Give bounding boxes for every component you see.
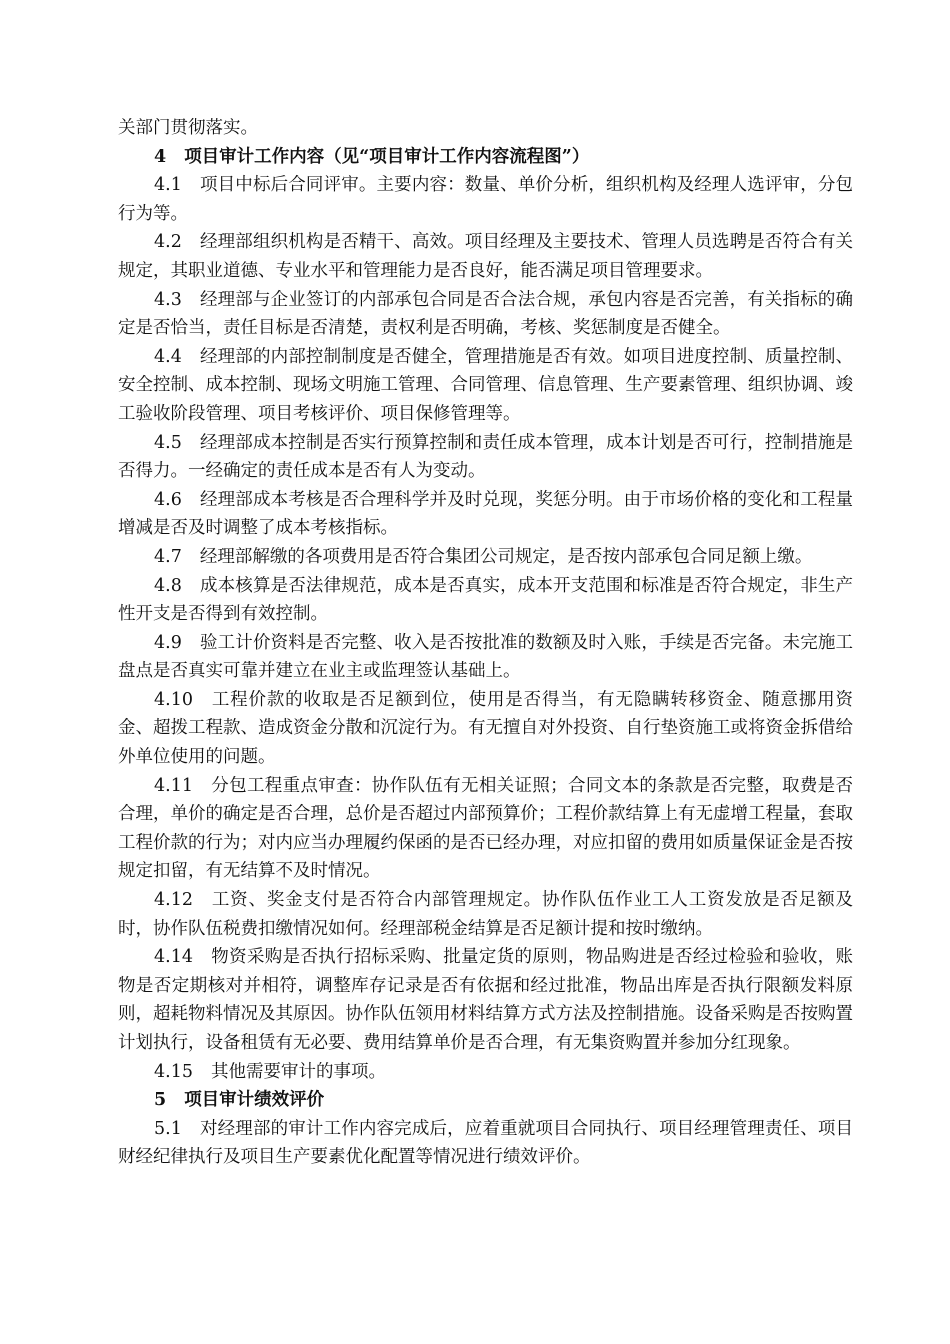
item-number: 5.1 [154,1118,182,1139]
item-number: 4.6 [154,489,182,510]
item-4-12 [118,886,853,943]
item-number: 4.8 [154,575,182,596]
section-title: 项目审计工作内容（见“项目审计工作内容流程图”） [184,146,590,167]
item-number: 4.15 [154,1061,193,1082]
item-number: 4.1 [154,175,182,196]
item-4-2 [118,228,853,285]
item-number: 4.3 [154,289,182,310]
item-text: 其他需要审计的事项。 [210,1061,386,1082]
document-body [118,114,853,1172]
item-4-14 [118,943,853,1057]
item-4-3 [118,286,853,343]
item-text: 验工计价资料是否完整、收入是否按批准的数额及时入账，手续是否完备。未完施工盘点是否真实可靠并建立在业主或监理签认基础上。 [118,632,853,682]
paragraph-text: 关部门贯彻落实。 [118,118,258,138]
item-text: 经理部解缴的各项费用是否符合集团公司规定，是否按内部承包合同足额上缴。 [199,546,813,567]
item-text: 工资、奖金支付是否符合内部管理规定。协作队伍作业工人工资发放是否足额及时，协作队伍税费扣缴情况如何。经理部税金结算是否足额计提和按时缴纳。 [118,890,853,939]
item-4-11 [118,772,853,886]
paragraph-continuation [118,114,853,143]
item-number: 4.9 [154,632,182,653]
item-text: 成本核算是否法律规范，成本是否真实，成本开支范围和标准是否符合规定，非生产性开支是否得到有效控制。 [118,575,853,625]
item-5-1 [118,1115,853,1172]
item-4-8 [118,572,853,629]
section-heading-4 [118,143,853,172]
item-number: 4.11 [154,775,193,796]
item-number: 4.10 [154,689,193,710]
section-heading-5 [118,1086,853,1115]
item-number: 4.2 [154,232,182,253]
item-text: 物资采购是否执行招标采购、批量定货的原则，物品购进是否经过检验和验收，账物是否定期核对并相符，调整库存记录是否有依据和经过批准，物品出库是否执行限额发料原则，超耗物料情况及其原因。协作队伍领用材料结算方式方法及控制措施。设备采购是否按购置计划执行，设备租赁有无必要、费用结算单价是否合理，有无集资购置并参加分红现象。 [118,947,853,1053]
item-text: 经理部与企业签订的内部承包合同是否合法合规，承包内容是否完善，有关指标的确定是否恰当，责任目标是否清楚，责权利是否明确，考核、奖惩制度是否健全。 [118,289,853,339]
item-4-4 [118,343,853,429]
item-text: 分包工程重点审查：协作队伍有无相关证照；合同文本的条款是否完整，取费是否合理，单价的确定是否合理，总价是否超过内部预算价；工程价款结算上有无虚增工程量，套取工程价款的行为；对内应当办理履约保函的是否已经办理，对应扣留的费用如质量保证金是否按规定扣留，有无结算不及时情况。 [118,775,853,882]
item-number: 4.12 [154,890,193,911]
item-number: 4.5 [154,432,182,453]
section-title: 项目审计绩效评价 [184,1090,325,1111]
item-number: 4.4 [154,346,182,367]
item-4-10 [118,686,853,772]
item-text: 经理部成本考核是否合理科学并及时兑现，奖惩分明。由于市场价格的变化和工程量增减是否及时调整了成本考核指标。 [118,489,853,539]
item-number: 4.7 [154,546,182,567]
item-number: 4.14 [154,947,193,968]
item-4-15 [118,1058,853,1087]
section-number: 4 [154,146,167,167]
item-text: 经理部的内部控制制度是否健全，管理措施是否有效。如项目进度控制、质量控制、安全控制、成本控制、现场文明施工管理、合同管理、信息管理、生产要素管理、组织协调、竣工验收阶段管理、项目考核评价、项目保修管理等。 [118,346,853,424]
section-number: 5 [154,1090,167,1111]
item-text: 对经理部的审计工作内容完成后，应着重就项目合同执行、项目经理管理责任、项目财经纪律执行及项目生产要素优化配置等情况进行绩效评价。 [118,1118,853,1168]
item-4-6 [118,486,853,543]
item-text: 经理部组织机构是否精干、高效。项目经理及主要技术、管理人员选聘是否符合有关规定，其职业道德、专业水平和管理能力是否良好，能否满足项目管理要求。 [118,232,853,281]
item-4-7 [118,543,853,572]
item-4-9 [118,629,853,686]
item-text: 项目中标后合同评审。主要内容：数量、单价分析，组织机构及经理人选评审，分包行为等。 [118,175,853,224]
item-4-5 [118,429,853,486]
item-4-1 [118,171,853,228]
item-text: 工程价款的收取是否足额到位，使用是否得当，有无隐瞒转移资金、随意挪用资金、超拨工程款、造成资金分散和沉淀行为。有无擅自对外投资、自行垫资施工或将资金拆借给外单位使用的问题。 [118,689,853,768]
item-text: 经理部成本控制是否实行预算控制和责任成本管理，成本计划是否可行，控制措施是否得力。一经确定的责任成本是否有人为变动。 [118,432,853,482]
